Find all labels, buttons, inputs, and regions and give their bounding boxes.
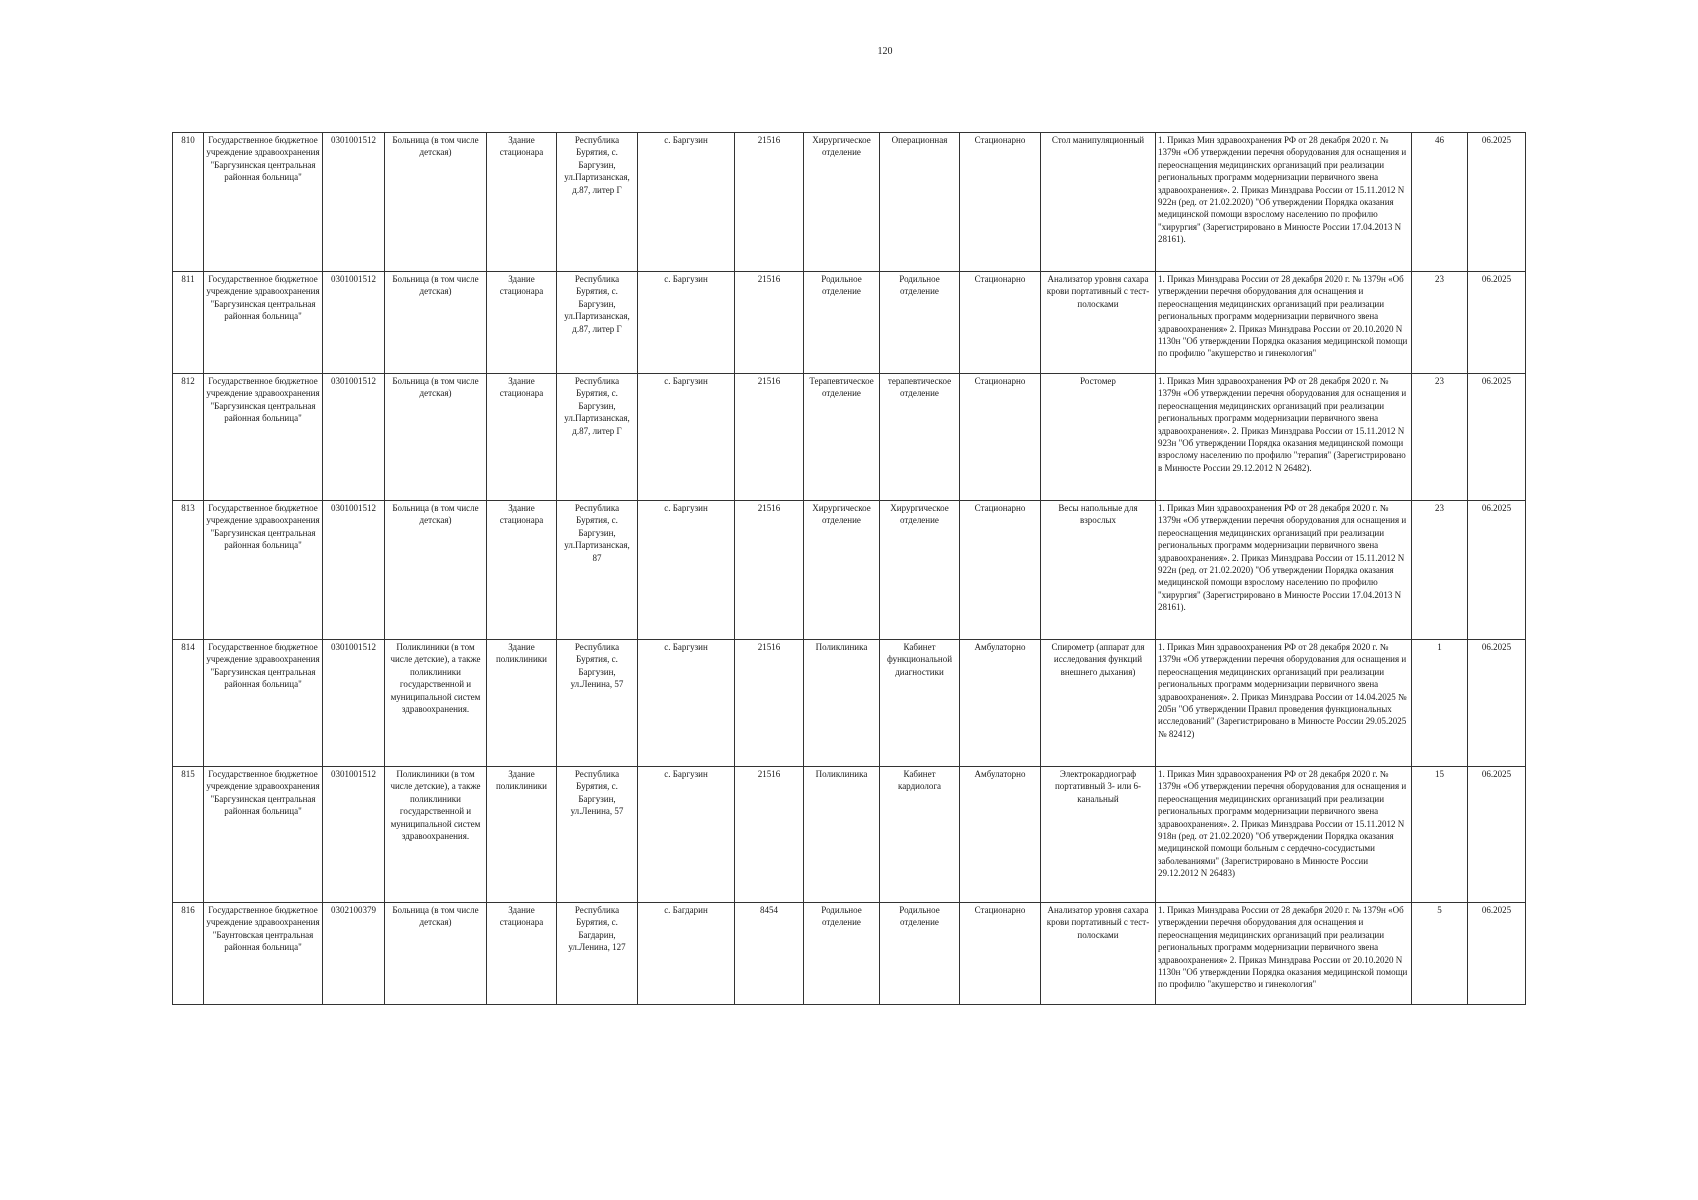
address: Республика Бурятия, с. Баргузин, ул.Партизанская, 87 <box>557 501 638 640</box>
department: Хирургическое отделение <box>804 133 880 272</box>
organization-name: Государственное бюджетное учреждение здравоохранения "Баргузинская центральная районная больница" <box>204 272 323 374</box>
row-number: 814 <box>173 640 204 767</box>
quantity: 1 <box>1412 640 1468 767</box>
building-type: Здание стационара <box>487 272 557 374</box>
row-number: 815 <box>173 767 204 903</box>
legal-basis: 1. Приказ Минздрава России от 28 декабря 2020 г. № 1379н «Об утверждении перечня оборудования для оснащения и переоснащения медицинских организаций при реализации региональных программ модернизации первичного звена здравоохранения» 2. Приказ Минздрава России от 20.10.2020 N 1130н "Об утверждении Порядка оказания медицинской помощи по профилю "акушерство и гинекология" <box>1156 272 1412 374</box>
facility-type: Поликлиники (в том числе детские), а также поликлиники государственной и муниципальной систем здравоохранения. <box>385 640 487 767</box>
equipment-name: Анализатор уровня сахара крови портативный с тест-полосками <box>1041 903 1156 1005</box>
room: Родильное отделение <box>880 903 960 1005</box>
address: Республика Бурятия, с. Баргузин, ул.Ленина, 57 <box>557 767 638 903</box>
equipment-table <box>172 132 1526 1005</box>
row-number: 816 <box>173 903 204 1005</box>
address: Республика Бурятия, с. Баргузин, ул.Партизанская, д.87, литер Г <box>557 374 638 501</box>
department: Поликлиника <box>804 767 880 903</box>
organization-name: Государственное бюджетное учреждение здравоохранения "Баунтовская центральная районная больница" <box>204 903 323 1005</box>
room: Кабинет функциональной диагностики <box>880 640 960 767</box>
delivery-date: 06.2025 <box>1468 640 1526 767</box>
table-body <box>173 133 1526 1005</box>
care-type: Стационарно <box>960 501 1041 640</box>
locality-index: 8454 <box>735 903 804 1005</box>
legal-basis: 1. Приказ Мин здравоохранения РФ от 28 декабря 2020 г. № 1379н «Об утверждении перечня оборудования для оснащения и переоснащения медицинских организаций при реализации региональных программ модернизации первичного звена здравоохранения». 2. Приказ Минздрава России от 15.11.2012 N 922н (ред. от 21.02.2020) "Об утверждении Порядка оказания медицинской помощи взрослому населению по профилю "хирургия" (Зарегистрировано в Минюсте России 17.04.2013 N 28161). <box>1156 501 1412 640</box>
room: Операционная <box>880 133 960 272</box>
department: Поликлиника <box>804 640 880 767</box>
organization-name: Государственное бюджетное учреждение здравоохранения "Баргузинская центральная районная больница" <box>204 640 323 767</box>
delivery-date: 06.2025 <box>1468 903 1526 1005</box>
locality: с. Баргузин <box>638 640 735 767</box>
quantity: 23 <box>1412 501 1468 640</box>
facility-type: Больница (в том числе детская) <box>385 501 487 640</box>
building-type: Здание поликлиники <box>487 767 557 903</box>
locality: с. Баргузин <box>638 133 735 272</box>
legal-basis: 1. Приказ Мин здравоохранения РФ от 28 декабря 2020 г. № 1379н «Об утверждении перечня оборудования для оснащения и переоснащения медицинских организаций при реализации региональных программ модернизации первичного звена здравоохранения». 2. Приказ Минздрава России от 14.04.2025 № 205н "Об утверждении Правил проведения функциональных исследований" (Зарегистрировано в Минюсте России 29.05.2025 № 82412) <box>1156 640 1412 767</box>
equipment-name: Стол манипуляционный <box>1041 133 1156 272</box>
table-row <box>173 374 1526 501</box>
care-type: Амбулаторно <box>960 767 1041 903</box>
quantity: 15 <box>1412 767 1468 903</box>
facility-type: Поликлиники (в том числе детские), а также поликлиники государственной и муниципальной систем здравоохранения. <box>385 767 487 903</box>
organization-code: 0302100379 <box>323 903 385 1005</box>
address: Республика Бурятия, с. Баргузин, ул.Партизанская, д.87, литер Г <box>557 272 638 374</box>
facility-type: Больница (в том числе детская) <box>385 903 487 1005</box>
department: Родильное отделение <box>804 903 880 1005</box>
address: Республика Бурятия, с. Багдарин, ул.Ленина, 127 <box>557 903 638 1005</box>
table-row <box>173 640 1526 767</box>
table-row <box>173 272 1526 374</box>
care-type: Стационарно <box>960 133 1041 272</box>
locality-index: 21516 <box>735 501 804 640</box>
quantity: 23 <box>1412 374 1468 501</box>
building-type: Здание стационара <box>487 133 557 272</box>
delivery-date: 06.2025 <box>1468 272 1526 374</box>
equipment-name: Ростомер <box>1041 374 1156 501</box>
row-number: 813 <box>173 501 204 640</box>
room: терапевтическое отделение <box>880 374 960 501</box>
care-type: Стационарно <box>960 272 1041 374</box>
room: Родильное отделение <box>880 272 960 374</box>
address: Республика Бурятия, с. Баргузин, ул.Ленина, 57 <box>557 640 638 767</box>
row-number: 812 <box>173 374 204 501</box>
organization-name: Государственное бюджетное учреждение здравоохранения "Баргузинская центральная районная больница" <box>204 133 323 272</box>
table-row <box>173 767 1526 903</box>
care-type: Стационарно <box>960 903 1041 1005</box>
care-type: Амбулаторно <box>960 640 1041 767</box>
building-type: Здание стационара <box>487 374 557 501</box>
department: Родильное отделение <box>804 272 880 374</box>
row-number: 810 <box>173 133 204 272</box>
organization-code: 0301001512 <box>323 272 385 374</box>
department: Терапевтическое отделение <box>804 374 880 501</box>
equipment-name: Спирометр (аппарат для исследования функций внешнего дыхания) <box>1041 640 1156 767</box>
room: Хирургическое отделение <box>880 501 960 640</box>
building-type: Здание поликлиники <box>487 640 557 767</box>
organization-code: 0301001512 <box>323 767 385 903</box>
organization-code: 0301001512 <box>323 640 385 767</box>
delivery-date: 06.2025 <box>1468 374 1526 501</box>
equipment-name: Электрокардиограф портативный 3- или 6-канальный <box>1041 767 1156 903</box>
locality: с. Баргузин <box>638 272 735 374</box>
legal-basis: 1. Приказ Минздрава России от 28 декабря 2020 г. № 1379н «Об утверждении перечня оборудования для оснащения и переоснащения медицинских организаций при реализации региональных программ модернизации первичного звена здравоохранения» 2. Приказ Минздрава России от 20.10.2020 N 1130н "Об утверждении Порядка оказания медицинской помощи по профилю "акушерство и гинекология" <box>1156 903 1412 1005</box>
room: Кабинет кардиолога <box>880 767 960 903</box>
quantity: 23 <box>1412 272 1468 374</box>
legal-basis: 1. Приказ Мин здравоохранения РФ от 28 декабря 2020 г. № 1379н «Об утверждении перечня оборудования для оснащения и переоснащения медицинских организаций при реализации региональных программ модернизации первичного звена здравоохранения». 2. Приказ Минздрава России от 15.11.2012 N 922н (ред. от 21.02.2020) "Об утверждении Порядка оказания медицинской помощи взрослому населению по профилю "хирургия" (Зарегистрировано в Минюсте России 17.04.2013 N 28161). <box>1156 133 1412 272</box>
table-row <box>173 501 1526 640</box>
locality-index: 21516 <box>735 640 804 767</box>
organization-code: 0301001512 <box>323 501 385 640</box>
delivery-date: 06.2025 <box>1468 133 1526 272</box>
organization-code: 0301001512 <box>323 133 385 272</box>
equipment-name: Весы напольные для взрослых <box>1041 501 1156 640</box>
locality-index: 21516 <box>735 767 804 903</box>
locality: с. Баргузин <box>638 767 735 903</box>
care-type: Стационарно <box>960 374 1041 501</box>
legal-basis: 1. Приказ Мин здравоохранения РФ от 28 декабря 2020 г. № 1379н «Об утверждении перечня оборудования для оснащения и переоснащения медицинских организаций при реализации региональных программ модернизации первичного звена здравоохранения». 2. Приказ Минздрава России от 15.11.2012 N 923н "Об утверждении Порядка оказания медицинской помощи взрослому населению по профилю "терапия" (Зарегистрировано в Минюсте России 29.12.2012 N 26482). <box>1156 374 1412 501</box>
legal-basis: 1. Приказ Мин здравоохранения РФ от 28 декабря 2020 г. № 1379н «Об утверждении перечня оборудования для оснащения и переоснащения медицинских организаций при реализации региональных программ модернизации первичного звена здравоохранения». 2. Приказ Минздрава России от 15.11.2012 N 918н (ред. от 21.02.2020) "Об утверждении Порядка оказания медицинской помощи больным с сердечно-сосудистыми заболеваниями" (Зарегистрировано в Минюсте России 29.12.2012 N 26483) <box>1156 767 1412 903</box>
organization-code: 0301001512 <box>323 374 385 501</box>
quantity: 5 <box>1412 903 1468 1005</box>
locality-index: 21516 <box>735 374 804 501</box>
equipment-name: Анализатор уровня сахара крови портативный с тест-полосками <box>1041 272 1156 374</box>
organization-name: Государственное бюджетное учреждение здравоохранения "Баргузинская центральная районная больница" <box>204 767 323 903</box>
locality: с. Багдарин <box>638 903 735 1005</box>
address: Республика Бурятия, с. Баргузин, ул.Партизанская, д.87, литер Г <box>557 133 638 272</box>
locality: с. Баргузин <box>638 374 735 501</box>
building-type: Здание стационара <box>487 501 557 640</box>
department: Хирургическое отделение <box>804 501 880 640</box>
table-row <box>173 903 1526 1005</box>
facility-type: Больница (в том числе детская) <box>385 272 487 374</box>
facility-type: Больница (в том числе детская) <box>385 374 487 501</box>
locality-index: 21516 <box>735 133 804 272</box>
row-number: 811 <box>173 272 204 374</box>
locality-index: 21516 <box>735 272 804 374</box>
quantity: 46 <box>1412 133 1468 272</box>
facility-type: Больница (в том числе детская) <box>385 133 487 272</box>
page-number: 120 <box>877 46 893 57</box>
organization-name: Государственное бюджетное учреждение здравоохранения "Баргузинская центральная районная больница" <box>204 501 323 640</box>
building-type: Здание стационара <box>487 903 557 1005</box>
delivery-date: 06.2025 <box>1468 501 1526 640</box>
delivery-date: 06.2025 <box>1468 767 1526 903</box>
organization-name: Государственное бюджетное учреждение здравоохранения "Баргузинская центральная районная больница" <box>204 374 323 501</box>
locality: с. Баргузин <box>638 501 735 640</box>
table-row <box>173 133 1526 272</box>
